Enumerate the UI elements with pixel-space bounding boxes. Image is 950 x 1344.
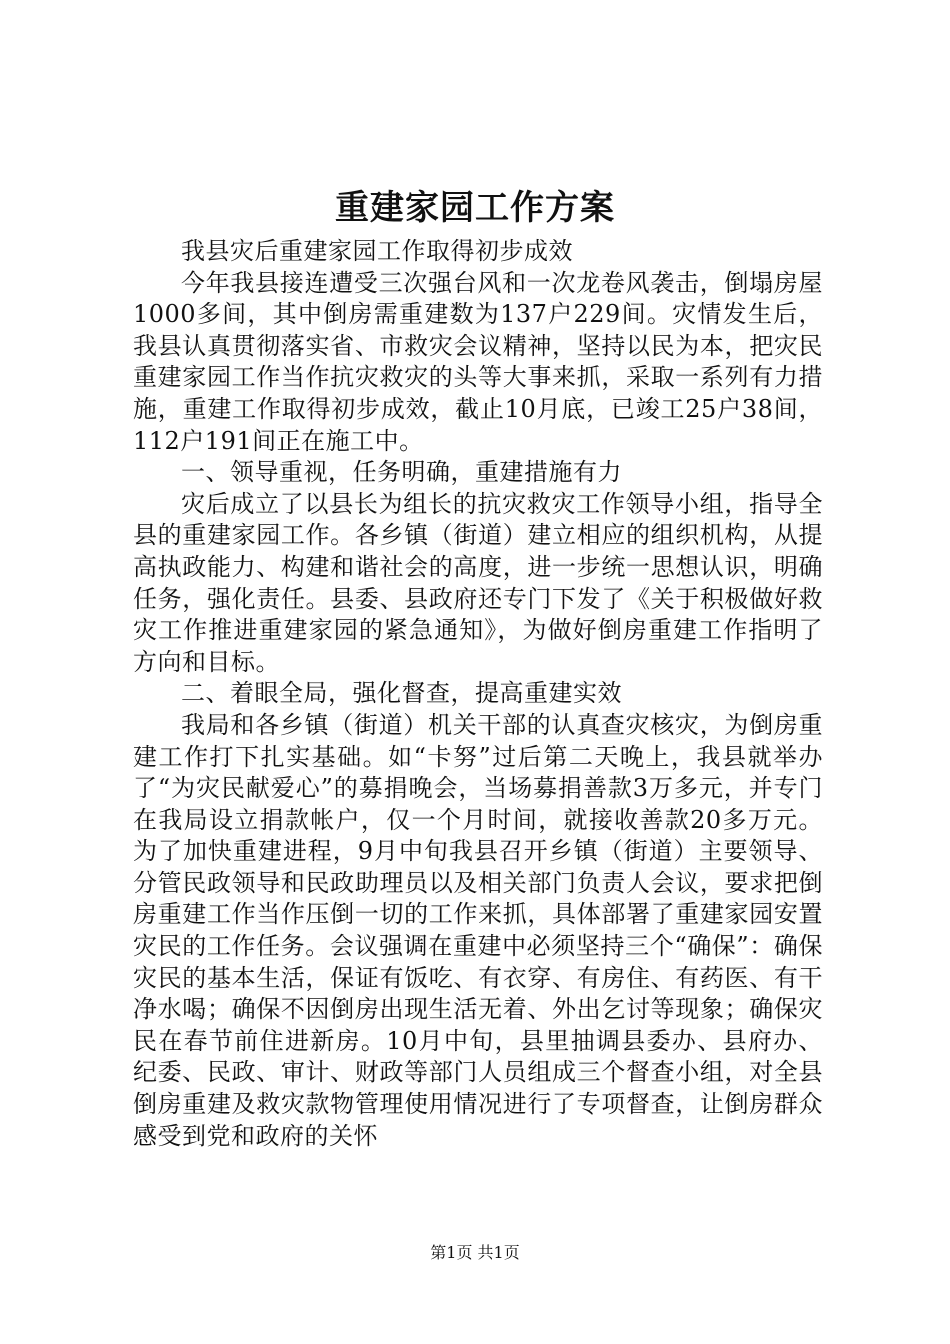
page-title: 重建家园工作方案 <box>335 188 615 228</box>
page-number-footer: 第1页 共1页 <box>430 1243 520 1262</box>
section-heading-2: 二、着眼全局，强化督查，提高重建实效 <box>181 679 622 708</box>
section-1-paragraph: 灾后成立了以县长为组长的抗灾救灾工作领导小组，指导全县的重建家园工作。各乡镇（街道）建立相应的组织机构，从提高执政能力、构建和谐社会的高度，进一步统一思想认识，明确任务，强化责任。县委、县政府还专门下发了《关于积极做好救灾工作推进重建家园的紧急通知》，为做好倒房重建工作指明了方向和目标。 <box>133 489 823 676</box>
subtitle-paragraph: 我县灾后重建家园工作取得初步成效 <box>181 237 573 265</box>
section-2-paragraph: 我局和各乡镇（街道）机关干部的认真查灾核灾，为倒房重建工作打下扎实基础。如“卡努”过后第二天晚上，我县就举办了“为灾民献爱心”的募捐晚会，当场募捐善款3万多元，并专门在我局设立捐款帐户，仅一个月时间，就接收善款20多万元。为了加快重建进程，9月中旬我县召开乡镇（街道）主要领导、分管民政领导和民政助理员以及相关部门负责人会议，要求把倒房重建工作当作压倒一切的工作来抓，具体部署了重建家园安置灾民的工作任务。会议强调在重建中必须坚持三个“确保”：确保灾民的基本生活，保证有饭吃、有衣穿、有房住、有药医、有干净水喝；确保不因倒房出现生活无着、外出乞讨等现象；确保灾民在春节前住进新房。10月中旬，县里抽调县委办、县府办、纪委、民政、审计、财政等部门人员组成三个督查小组，对全县倒房重建及救灾款物管理使用情况进行了专项督查，让倒房群众感受到党和政府的关怀 <box>133 710 823 1150</box>
section-heading-1: 一、领导重视，任务明确，重建措施有力 <box>181 458 622 487</box>
intro-paragraph: 今年我县接连遭受三次强台风和一次龙卷风袭击，倒塌房屋1000多间，其中倒房需重建数为137户229间。灾情发生后，我县认真贯彻落实省、市救灾会议精神，坚持以民为本，把灾民重建家园工作当作抗灾救灾的头等大事来抓，采取一系列有力措施，重建工作取得初步成效，截止10月底，已竣工25户38间，112户191间正在施工中。 <box>133 268 823 455</box>
document-body <box>133 236 823 1152</box>
